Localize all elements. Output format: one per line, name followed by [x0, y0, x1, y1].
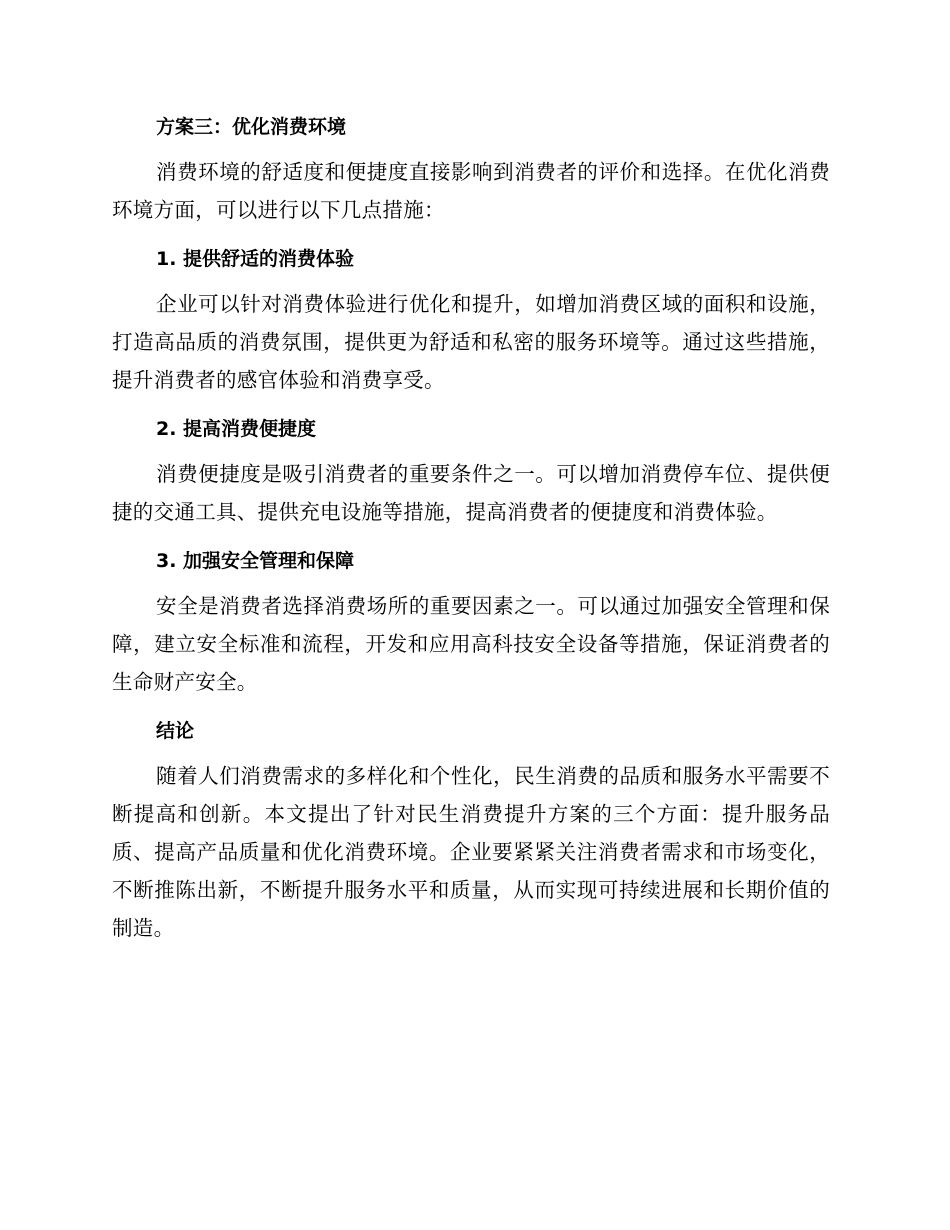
- section-heading-plan-three: 方案三：优化消费环境: [156, 116, 347, 138]
- convenience-paragraph: 消费便捷度是吸引消费者的重要条件之一。可以增加消费停车位、提供便捷的交通工具、提供充电设施等措施，提高消费者的便捷度和消费体验。: [112, 462, 830, 524]
- conclusion-paragraph: 随着人们消费需求的多样化和个性化，民生消费的品质和服务水平需要不断提高和创新。本文提出了针对民生消费提升方案的三个方面：提升服务品质、提高产品质量和优化消费环境。企业要紧紧关注消费者需求和市场变化，不断推陈出新，不断提升服务水平和质量，从而实现可持续进展和长期价值的制造。: [112, 764, 830, 940]
- safety-paragraph: 安全是消费者选择消费场所的重要因素之一。可以通过加强安全管理和保障，建立安全标准和流程，开发和应用高科技安全设备等措施，保证消费者的生命财产安全。: [112, 594, 830, 694]
- conclusion-heading: 结论: [156, 720, 195, 742]
- comfortable-experience-paragraph: 企业可以针对消费体验进行优化和提升，如增加消费区域的面积和设施，打造高品质的消费氛围，提供更为舒适和私密的服务环境等。通过这些措施，提升消费者的感官体验和消费享受。: [112, 292, 830, 392]
- subheading-safety: 3. 加强安全管理和保障: [156, 550, 355, 572]
- intro-paragraph: 消费环境的舒适度和便捷度直接影响到消费者的评价和选择。在优化消费环境方面，可以进行以下几点措施：: [112, 160, 830, 222]
- document-body: [112, 109, 830, 959]
- subheading-convenience: 2. 提高消费便捷度: [156, 418, 317, 440]
- subheading-comfortable-experience: 1. 提供舒适的消费体验: [156, 248, 355, 270]
